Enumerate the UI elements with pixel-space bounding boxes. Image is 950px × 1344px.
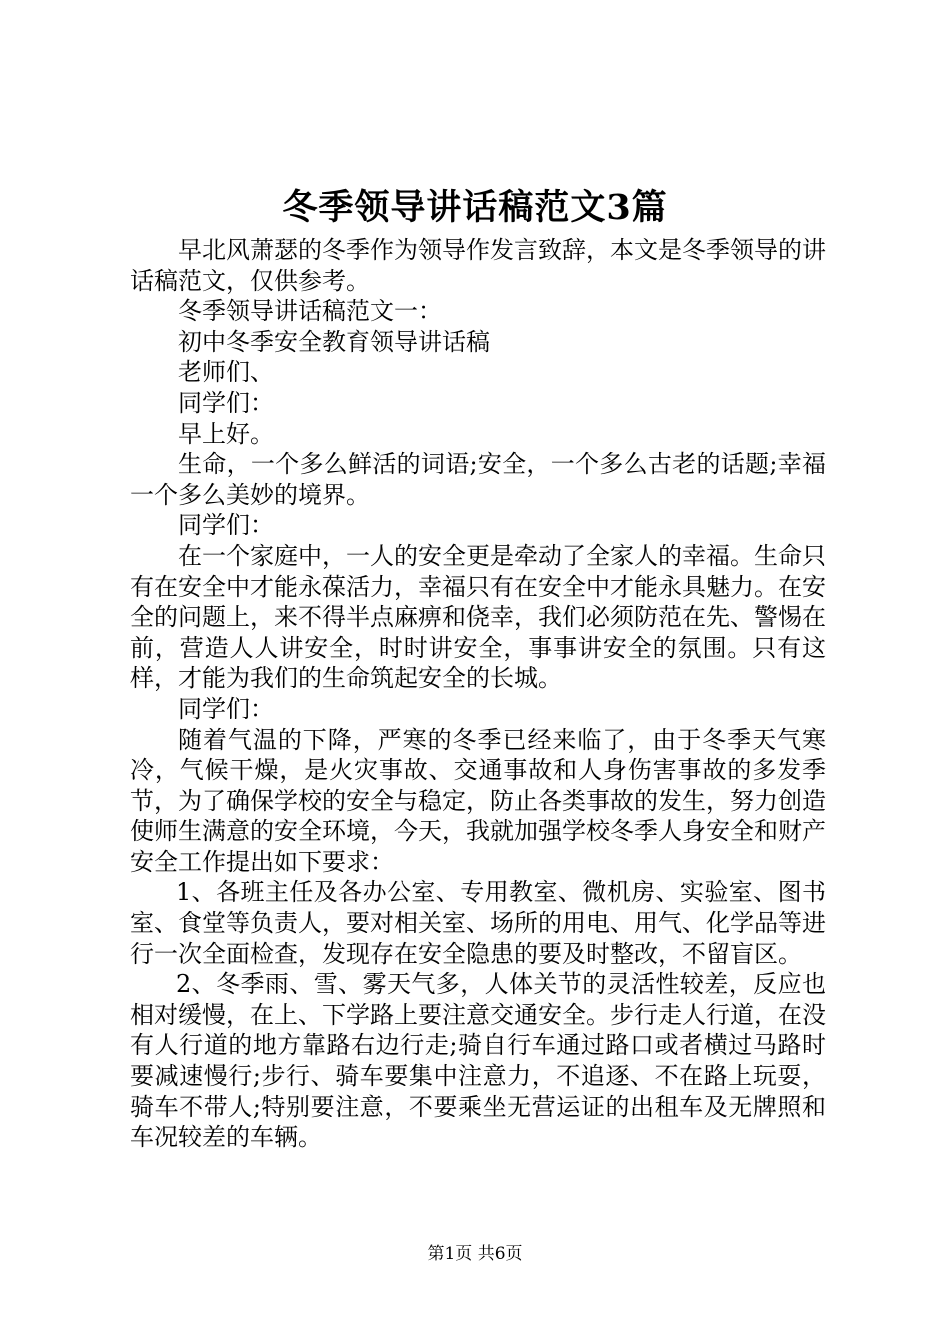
- paragraph-greeting-teachers: 老师们、: [178, 358, 274, 387]
- paragraph-address-students: 同学们：: [178, 511, 274, 540]
- paragraph-greeting-students: 同学们：: [178, 388, 274, 417]
- page-number-footer: 第1页 共6页: [427, 1244, 523, 1264]
- paragraph-intro: 早北风萧瑟的冬季作为领导作发言致辞，本文是冬季领导的讲话稿范文，仅供参考。: [130, 236, 826, 295]
- paragraph-winter-requirements: 随着气温的下降，严寒的冬季已经来临了，由于冬季天气寒冷，气候干燥，是火灾事故、交通事故和人身伤害事故的多发季节，为了确保学校的安全与稳定，防止各类事故的发生，努力创造使师生满意的安全环境，今天，我就加强学校冬季人身安全和财产安全工作提出如下要求：: [130, 725, 826, 876]
- paragraph-item-2: 2、冬季雨、雪、雾天气多，人体关节的灵活性较差，反应也相对缓慢，在上、下学路上要注意交通安全。步行走人行道，在没有人行道的地方靠路右边行走;骑自行车通过路口或者横过马路时要减速慢行;步行、骑车要集中注意力，不追逐、不在路上玩耍，骑车不带人;特别要注意，不要乘坐无营运证的出租车及无牌照和车况较差的车辆。: [130, 970, 826, 1152]
- paragraph-section-heading: 冬季领导讲话稿范文一：: [178, 297, 442, 326]
- paragraph-life-safety: 生命，一个多么鲜活的词语;安全，一个多么古老的话题;幸福一个多么美妙的境界。: [130, 450, 826, 509]
- paragraph-speech-title: 初中冬季安全教育领导讲话稿: [178, 327, 490, 356]
- paragraph-good-morning: 早上好。: [178, 419, 274, 448]
- paragraph-family-safety: 在一个家庭中，一人的安全更是牵动了全家人的幸福。生命只有在安全中才能永葆活力，幸福只有在安全中才能永具魅力。在安全的问题上，来不得半点麻痹和侥幸，我们必须防范在先、警惕在前，营造人人讲安全，时时讲安全，事事讲安全的氛围。只有这样，才能为我们的生命筑起安全的长城。: [130, 541, 826, 693]
- document-body: [130, 235, 826, 1153]
- paragraph-address-students: 同学们：: [178, 694, 274, 723]
- paragraph-item-1: 1、各班主任及各办公室、专用教室、微机房、实验室、图书室、食堂等负责人，要对相关室、场所的用电、用气、化学品等进行一次全面检查，发现存在安全隐患的要及时整改，不留盲区。: [130, 878, 826, 968]
- document-title: 冬季领导讲话稿范文3篇: [282, 187, 668, 228]
